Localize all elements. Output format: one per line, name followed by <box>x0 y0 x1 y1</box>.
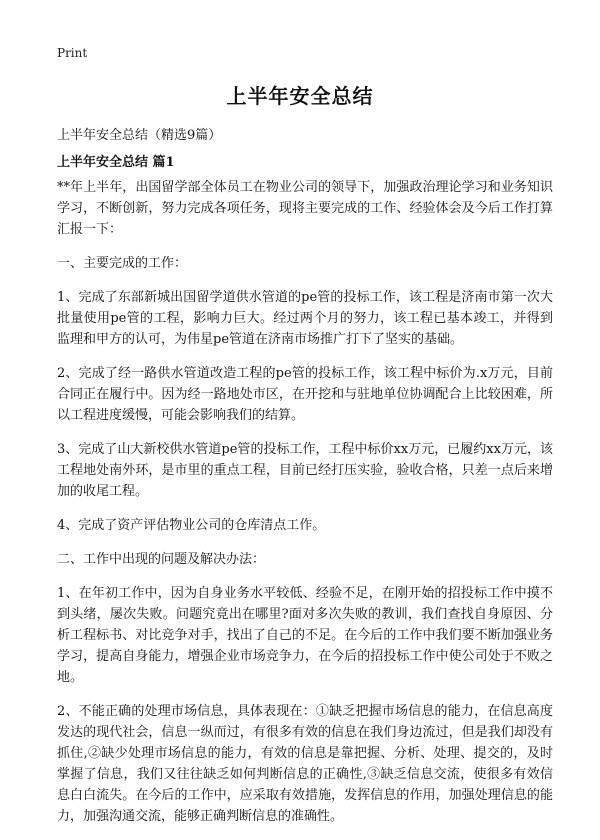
paragraph-problem-2: 2、不能正确的处理市场信息，具体表现在：①缺乏把握市场信息的能力，在信息高度发达的现代社会，信息一纵而过，有很多有效的信息在我们身边流过，但是我们却没有抓住,②缺少处理市场信息的能力，有效的信息是靠把握、分析、处理、提交的，及时掌握了信息，我们又往往缺乏如何判断信息的正确性,③缺乏信息交流，使很多有效信息白白流失。在今后的工作中，应采取有效措施，发挥信息的作用，加强处理信息的能力，加强沟通交流，能够正确判断信息的准确性。 <box>57 704 553 824</box>
paragraph-item-2: 2、完成了经一路供水管道改造工程的pe管的投标工作，该工程中标价为.x万元，目前合同正在履行中。因为经一路地处市区，在开挖和与驻地单位协调配合上比较困难，所以工程进度缓慢，可能会影响我们的结算。 <box>57 366 553 423</box>
section-heading: 上半年安全总结 篇1 <box>57 155 175 170</box>
paragraph-item-4: 4、完成了资产评估物业公司的仓库清点工作。 <box>57 518 326 533</box>
paragraph-problem-1: 1、在年初工作中，因为自身业务水平较低、经验不足，在刚开始的招投标工作中摸不到头绪，屡次失败。问题究竟出在哪里?面对多次失败的教训，我们查找自身原因、分析工程标书、对比竞争对手，找出了自己的不足。在今后的工作中我们要不断加强业务学习，提高自身能力，增强企业市场竞争力，在今后的招投标工作中使公司处于不败之地。 <box>57 586 553 685</box>
paragraph-item-1: 1、完成了东部新城出国留学道供水管道的pe管的投标工作，该工程是济南市第一次大批量使用pe管的工程，影响力巨大。经过两个月的努力，该工程已基本竣工，并得到监理和甲方的认可，为伟星pe管道在济南市场推广打下了坚实的基础。 <box>57 290 553 347</box>
paragraph-item-3: 3、完成了山大新校供水管道pe管的投标工作，工程中标价xx万元，已履约xx万元，该工程地处南外环，是市里的重点工程，目前已经打压实验，验收合格，只差一点后来增加的收尾工程。 <box>57 442 553 499</box>
paragraph-section-1-heading: 一、主要完成的工作： <box>57 256 188 271</box>
document-body <box>57 177 553 840</box>
print-link[interactable]: Print <box>57 46 88 60</box>
document-subtitle: 上半年安全总结（精选9篇） <box>57 128 222 143</box>
paragraph-intro: **年上半年，出国留学部全体员工在物业公司的领导下，加强政治理论学习和业务知识学习，不断创新，努力完成各项任务，现将主要完成的工作、经验体会及今后工作打算汇报一下： <box>57 180 553 237</box>
paragraph-section-2-heading: 二、工作中出现的问题及解决办法： <box>57 552 266 567</box>
page-title: 上半年安全总结 <box>226 84 374 108</box>
